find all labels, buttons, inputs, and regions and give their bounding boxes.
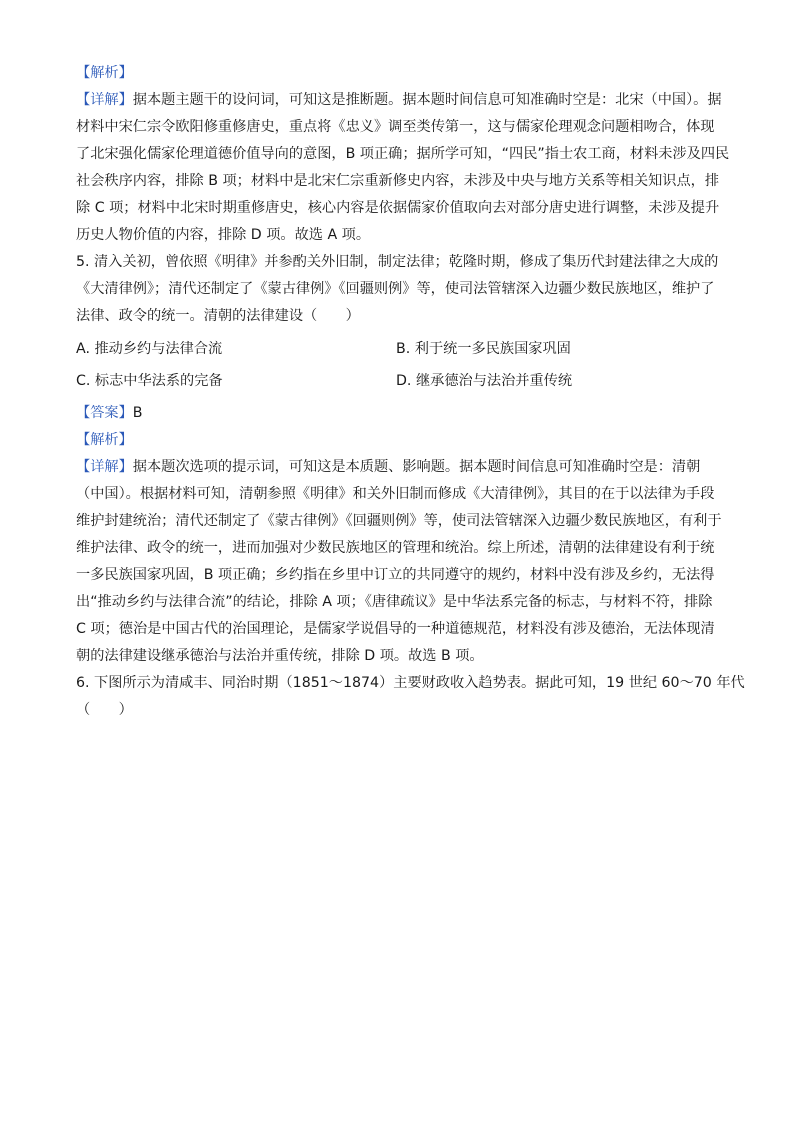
- analysis-label: 【解析】: [76, 65, 133, 81]
- detail-label: 【详解】: [76, 92, 133, 108]
- question-6-stem-line: （ ）: [76, 702, 133, 718]
- analysis-label: 【解析】: [76, 432, 133, 448]
- question-5-stem-line: 《大清律例》；清代还制定了《蒙古律例》《回疆则例》等，使司法管辖深入边疆少数民族地区，维护了: [76, 281, 715, 297]
- analysis-detail-line: 出“推动乡约与法律合流”的结论，排除 A 项；《唐律疏议》是中华法系完备的标志，与材料不符，排除: [76, 594, 713, 610]
- answer-value: B: [132, 405, 143, 421]
- analysis-detail-line: 了北宋强化儒家伦理道德价值导向的意图，B 项正确；据所学可知，“四民”指士农工商，材料未涉及四民: [76, 146, 730, 162]
- option-b: B. 利于统一多民族国家巩固: [396, 341, 571, 357]
- analysis-detail-line: 【详解】据本题主题干的设问词，可知这是推断题。据本题时间信息可知准确时空是：北宋（中国）。据: [76, 92, 722, 108]
- analysis-detail-line: 历史人物价值的内容，排除 D 项。故选 A 项。: [76, 227, 371, 243]
- answer-line: [76, 400, 721, 427]
- question-5-options: [76, 333, 721, 397]
- question-6-stem-line: 6. 下图所示为清咸丰、同治时期（1851～1874）主要财政收入趋势表。据此可知，19 世纪 60～70 年代: [76, 675, 745, 691]
- analysis-detail-line: 维护法律、政令的统一，进而加强对少数民族地区的管理和统治。综上所述，清朝的法律建设有利于统: [76, 540, 715, 556]
- document-page: [76, 60, 745, 724]
- analysis-detail-line: 社会秩序内容，排除 B 项；材料中是北宋仁宗重新修史内容，未涉及中央与地方关系等相关知识点，排: [76, 173, 720, 189]
- analysis-detail-line: （中国）。根据材料可知，清朝参照《明律》和关外旧制而修成《大清律例》，其目的在于以法律为手段: [76, 486, 715, 502]
- analysis-detail-line: C 项；德治是中国古代的治国理论，是儒家学说倡导的一种道德规范，材料没有涉及德治，无法体现清: [76, 621, 715, 637]
- detail-label: 【详解】: [76, 459, 133, 475]
- analysis-detail-line: 除 C 项；材料中北宋时期重修唐史，核心内容是依据儒家价值取向去对部分唐史进行调整，未涉及提升: [76, 200, 720, 216]
- analysis-detail-line: 一多民族国家巩固，B 项正确；乡约指在乡里中订立的共同遵守的规约，材料中没有涉及乡约，无法得: [76, 567, 715, 583]
- option-d: D. 继承德治与法治并重传统: [396, 373, 573, 389]
- analysis-detail-line: 朝的法律建设继承德治与法治并重传统，排除 D 项。故选 B 项。: [76, 648, 484, 664]
- question-5-stem-line: 法律、政令的统一。清朝的法律建设（ ）: [76, 308, 360, 324]
- analysis-detail-line: 【详解】据本题次选项的提示词，可知这是本质题、影响题。据本题时间信息可知准确时空是：清朝: [76, 459, 701, 475]
- question-5-stem-line: 5. 清入关初，曾依照《明律》并参酌关外旧制，制定法律；乾隆时期，修成了集历代封建法律之大成的: [76, 254, 719, 270]
- answer-label: 【答案】: [76, 405, 133, 421]
- option-a: A. 推动乡约与法律合流: [76, 341, 223, 357]
- option-c: C. 标志中华法系的完备: [76, 373, 223, 389]
- analysis-detail-line: 材料中宋仁宗令欧阳修重修唐史，重点将《忠义》调至类传第一，这与儒家伦理观念问题相吻合，体现: [76, 119, 715, 135]
- analysis-detail-line: 维护封建统治；清代还制定了《蒙古律例》《回疆则例》等，使司法管辖深入边疆少数民族地区，有利于: [76, 513, 722, 529]
